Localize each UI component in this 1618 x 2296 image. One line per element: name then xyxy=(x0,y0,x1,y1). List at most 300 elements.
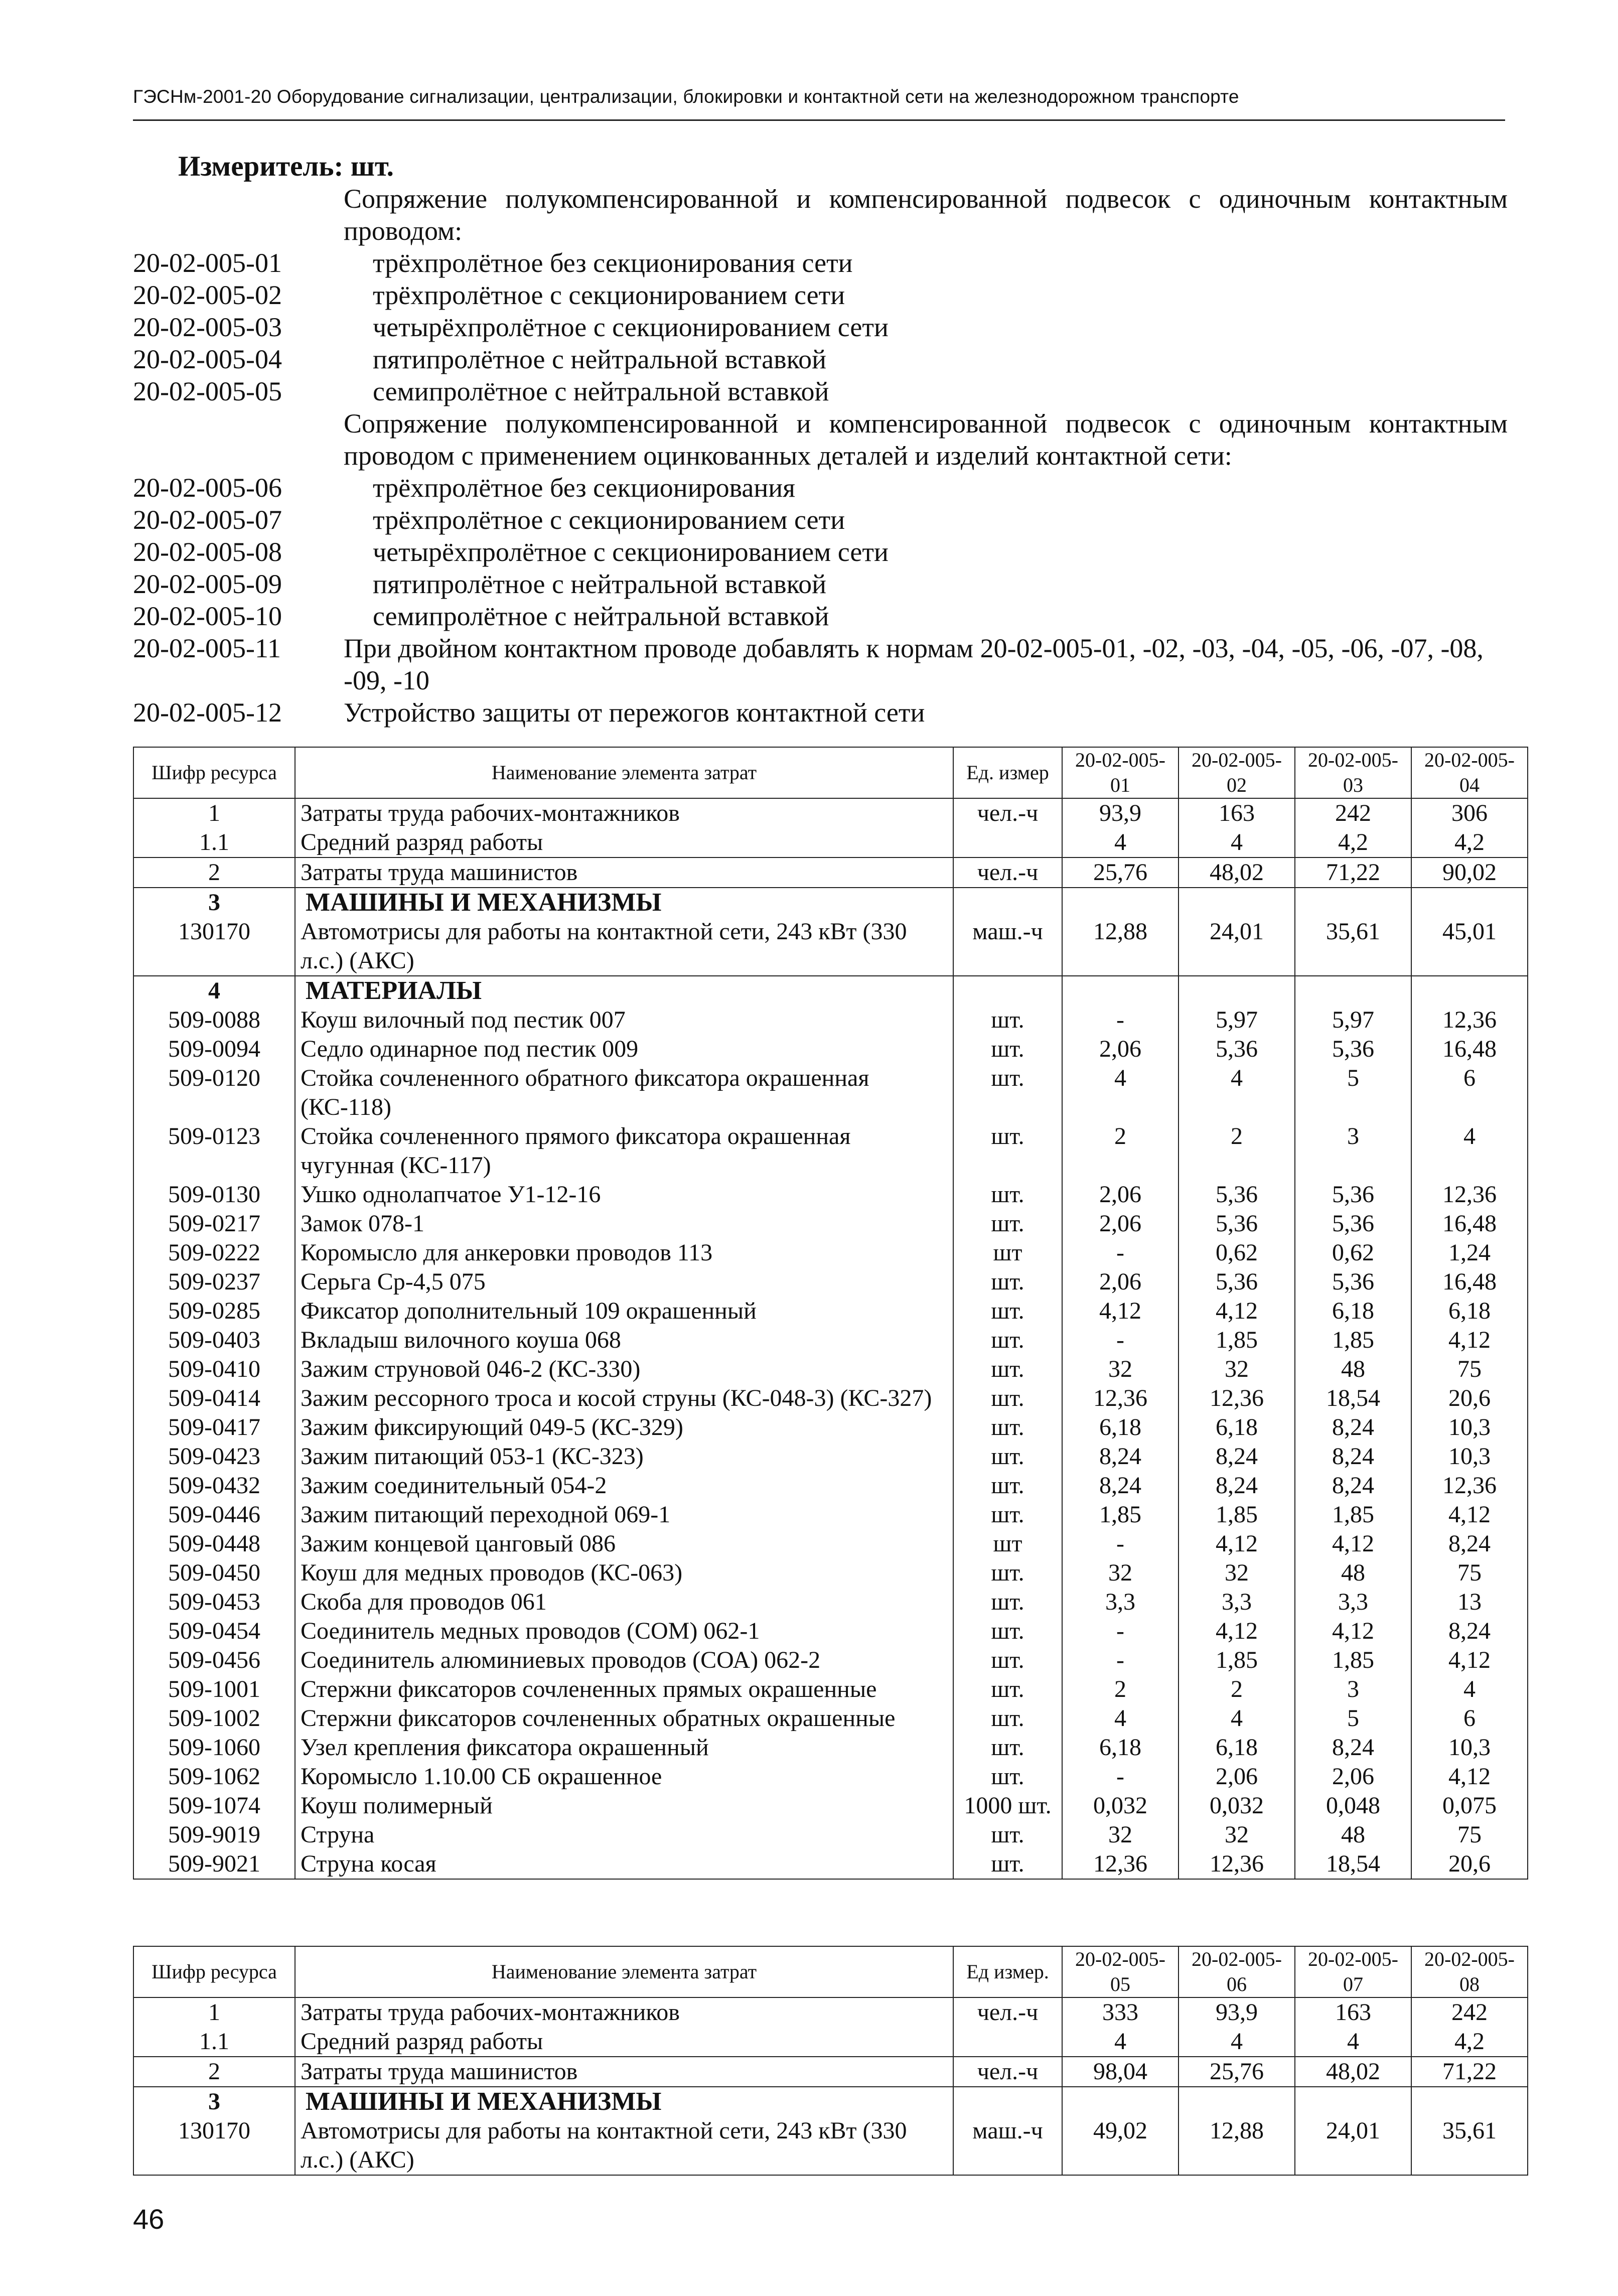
norm-value: 12,36 xyxy=(1062,1384,1179,1413)
norm-value: 75 xyxy=(1411,1820,1528,1849)
cost-element-name: Зажим концевой цанговый 086 xyxy=(295,1529,953,1558)
column-header: 20-02-005-07 xyxy=(1295,1946,1411,1997)
table-row xyxy=(133,2027,1528,2057)
cost-element-name: Затраты труда машинистов xyxy=(295,857,953,888)
norm-value: - xyxy=(1062,1238,1179,1267)
section-row xyxy=(133,2087,1528,2116)
norm-value: 13 xyxy=(1411,1588,1528,1617)
table-row xyxy=(133,1035,1528,1064)
norm-value: 35,61 xyxy=(1411,2116,1528,2175)
column-header: 20-02-005-04 xyxy=(1411,747,1528,798)
norm-value: 242 xyxy=(1295,798,1411,828)
norm-value: 4 xyxy=(1179,828,1295,857)
intro-line xyxy=(133,472,1508,504)
norm-value: - xyxy=(1062,1762,1179,1791)
intro-line xyxy=(133,311,1508,343)
unit: шт. xyxy=(953,1646,1062,1675)
norm-code: 20-02-005-05 xyxy=(133,376,282,406)
unit: шт. xyxy=(953,1849,1062,1879)
cost-element-name: МАШИНЫ И МЕХАНИЗМЫ xyxy=(295,2087,953,2116)
unit xyxy=(953,828,1062,857)
table-row xyxy=(133,1529,1528,1558)
norm-value xyxy=(1179,888,1295,917)
norm-code: 20-02-005-12 xyxy=(133,697,282,728)
resource-code: 2 xyxy=(133,2057,295,2087)
resource-code: 509-0237 xyxy=(133,1267,295,1297)
cost-element-name: Замок 078-1 xyxy=(295,1209,953,1238)
intro-line xyxy=(133,600,1508,632)
intro-line xyxy=(133,407,1508,472)
table-row xyxy=(133,1267,1528,1297)
norm-value: 32 xyxy=(1062,1355,1179,1384)
norm-value: 306 xyxy=(1411,798,1528,828)
cost-element-name: Коуш вилочный под пестик 007 xyxy=(295,1006,953,1035)
norm-value: - xyxy=(1062,1326,1179,1355)
norm-value: 2,06 xyxy=(1062,1035,1179,1064)
norm-value xyxy=(1062,976,1179,1006)
unit: шт. xyxy=(953,1209,1062,1238)
norm-value: - xyxy=(1062,1529,1179,1558)
table-row xyxy=(133,1762,1528,1791)
cost-element-name: Зажим струновой 046-2 (КС-330) xyxy=(295,1355,953,1384)
norm-value: - xyxy=(1062,1646,1179,1675)
norm-value: 3 xyxy=(1295,1122,1411,1180)
norm-value: 6,18 xyxy=(1411,1297,1528,1326)
norm-description: трёхпролётное без секционирования сети xyxy=(373,248,853,278)
table-row xyxy=(133,1558,1528,1588)
norm-value xyxy=(1179,976,1295,1006)
cost-element-name: Средний разряд работы xyxy=(295,2027,953,2057)
norm-value: 1,85 xyxy=(1179,1500,1295,1529)
table-body xyxy=(133,798,1528,1879)
norm-value: 8,24 xyxy=(1062,1471,1179,1500)
norm-description: четырёхпролётное с секционированием сети xyxy=(373,537,889,567)
norm-value: 12,36 xyxy=(1062,1849,1179,1879)
table-row xyxy=(133,917,1528,976)
norm-description: семипролётное с нейтральной вставкой xyxy=(373,376,829,406)
norm-value: 0,62 xyxy=(1295,1238,1411,1267)
intro-line xyxy=(133,632,1508,696)
norm-value: 4 xyxy=(1062,828,1179,857)
unit: шт. xyxy=(953,1297,1062,1326)
norm-description: четырёхпролётное с секционированием сети xyxy=(373,312,889,342)
column-header: 20-02-005-05 xyxy=(1062,1946,1179,1997)
norm-description: трёхпролётное с секционированием сети xyxy=(373,505,845,535)
unit: маш.-ч xyxy=(953,917,1062,976)
norm-value: 4 xyxy=(1062,1704,1179,1733)
cost-element-name: Стержни фиксаторов сочлененных прямых окрашенные xyxy=(295,1675,953,1704)
cost-element-name: Седло одинарное под пестик 009 xyxy=(295,1035,953,1064)
table-row xyxy=(133,1326,1528,1355)
unit: шт. xyxy=(953,1820,1062,1849)
table-row xyxy=(133,1471,1528,1500)
norm-value: 20,6 xyxy=(1411,1849,1528,1879)
norm-value: 8,24 xyxy=(1411,1529,1528,1558)
norm-value: 90,02 xyxy=(1411,857,1528,888)
cost-element-name: МАШИНЫ И МЕХАНИЗМЫ xyxy=(295,888,953,917)
intro-line xyxy=(133,279,1508,311)
resource-code: 509-0454 xyxy=(133,1617,295,1646)
unit: шт. xyxy=(953,1064,1062,1122)
resource-code: 509-0088 xyxy=(133,1006,295,1035)
norm-value: 2 xyxy=(1179,1675,1295,1704)
norm-value: 48 xyxy=(1295,1820,1411,1849)
norm-value: 8,24 xyxy=(1295,1471,1411,1500)
norm-value xyxy=(1062,2087,1179,2116)
unit: 1000 шт. xyxy=(953,1791,1062,1820)
table-row xyxy=(133,1820,1528,1849)
resource-code: 509-0094 xyxy=(133,1035,295,1064)
table-row xyxy=(133,1384,1528,1413)
norm-value: 4 xyxy=(1411,1675,1528,1704)
resource-code: 509-0123 xyxy=(133,1122,295,1180)
norm-value: 5,36 xyxy=(1295,1035,1411,1064)
norm-value: 0,032 xyxy=(1062,1791,1179,1820)
unit xyxy=(953,2087,1062,2116)
intro-line xyxy=(133,696,1508,729)
norm-description: трёхпролётное с секционированием сети xyxy=(373,280,845,310)
intro-line xyxy=(133,568,1508,600)
cost-element-name: Зажим фиксирующий 049-5 (КС-329) xyxy=(295,1413,953,1442)
resource-code: 509-0453 xyxy=(133,1588,295,1617)
resource-code: 1 xyxy=(133,1997,295,2027)
norm-value: 8,24 xyxy=(1179,1471,1295,1500)
norm-value: 2,06 xyxy=(1062,1180,1179,1209)
table-row xyxy=(133,2116,1528,2175)
resource-code: 3 xyxy=(133,2087,295,2116)
table-row xyxy=(133,1704,1528,1733)
norm-value: 8,24 xyxy=(1411,1617,1528,1646)
norm-value: 10,3 xyxy=(1411,1442,1528,1471)
norm-value xyxy=(1411,2087,1528,2116)
resource-code: 1 xyxy=(133,798,295,828)
norm-code: 20-02-005-07 xyxy=(133,505,282,535)
measurer-label: Измеритель: xyxy=(178,151,344,182)
unit: шт. xyxy=(953,1413,1062,1442)
resource-code: 509-0414 xyxy=(133,1384,295,1413)
norm-value: 4,2 xyxy=(1295,828,1411,857)
table-row xyxy=(133,1413,1528,1442)
column-header: Ед измер. xyxy=(953,1946,1062,1997)
norm-value: 71,22 xyxy=(1295,857,1411,888)
norm-value: 10,3 xyxy=(1411,1413,1528,1442)
norm-value: 2,06 xyxy=(1179,1762,1295,1791)
norm-value: 8,24 xyxy=(1179,1442,1295,1471)
norm-value: 48 xyxy=(1295,1355,1411,1384)
norm-value: 25,76 xyxy=(1179,2057,1295,2087)
table-row xyxy=(133,1209,1528,1238)
header-rule xyxy=(133,119,1505,121)
cost-element-name: Вкладыш вилочного коуша 068 xyxy=(295,1326,953,1355)
cost-element-name: Зажим рессорного троса и косой струны (КС-048-3) (КС-327) xyxy=(295,1384,953,1413)
cost-element-name: Струна xyxy=(295,1820,953,1849)
resource-code: 509-0450 xyxy=(133,1558,295,1588)
resource-code: 509-9021 xyxy=(133,1849,295,1879)
cost-element-name: Коромысло 1.10.00 СБ окрашенное xyxy=(295,1762,953,1791)
cost-element-name: Узел крепления фиксатора окрашенный xyxy=(295,1733,953,1762)
table-row xyxy=(133,1238,1528,1267)
norm-description: семипролётное с нейтральной вставкой xyxy=(373,601,829,631)
table-row xyxy=(133,1500,1528,1529)
resource-code: 509-0410 xyxy=(133,1355,295,1384)
resource-code: 509-0403 xyxy=(133,1326,295,1355)
unit: шт. xyxy=(953,1326,1062,1355)
norm-code: 20-02-005-10 xyxy=(133,601,282,631)
resource-code: 509-1062 xyxy=(133,1762,295,1791)
norm-value: 1,85 xyxy=(1179,1646,1295,1675)
table-row xyxy=(133,1791,1528,1820)
unit: шт. xyxy=(953,1500,1062,1529)
norm-description: трёхпролётное без секционирования xyxy=(373,473,795,503)
unit: шт xyxy=(953,1238,1062,1267)
table-body xyxy=(133,1997,1528,2175)
resource-code: 509-0446 xyxy=(133,1500,295,1529)
norm-value xyxy=(1411,888,1528,917)
norm-value: 0,032 xyxy=(1179,1791,1295,1820)
table-row xyxy=(133,1122,1528,1180)
page-header: ГЭСНм-2001-20 Оборудование сигнализации, централизации, блокировки и контактной сети на железнодорожном транспорте xyxy=(133,86,1239,107)
column-header: Наименование элемента затрат xyxy=(295,1946,953,1997)
norm-value: 242 xyxy=(1411,1997,1528,2027)
norm-description: пятипролётное с нейтральной вставкой xyxy=(373,344,827,374)
norm-value: 12,36 xyxy=(1411,1471,1528,1500)
norm-value: 71,22 xyxy=(1411,2057,1528,2087)
norm-value: 2,06 xyxy=(1062,1267,1179,1297)
norm-description: Устройство защиты от пережогов контактной сети xyxy=(344,697,925,728)
norm-code: 20-02-005-03 xyxy=(133,312,282,342)
norm-value: 93,9 xyxy=(1062,798,1179,828)
norm-description: Сопряжение полукомпенсированной и компенсированной подвесок с одиночным контактным проводом: xyxy=(344,184,1508,246)
norm-code: 20-02-005-04 xyxy=(133,344,282,374)
resource-code: 3 xyxy=(133,888,295,917)
norm-value: 3 xyxy=(1295,1675,1411,1704)
resource-code: 2 xyxy=(133,857,295,888)
norm-code: 20-02-005-08 xyxy=(133,537,282,567)
unit: шт. xyxy=(953,1762,1062,1791)
table-row xyxy=(133,1006,1528,1035)
norm-value: 4,12 xyxy=(1179,1617,1295,1646)
column-header: Наименование элемента затрат xyxy=(295,747,953,798)
norm-value: 16,48 xyxy=(1411,1267,1528,1297)
cost-element-name: Соединитель алюминиевых проводов (СОА) 062-2 xyxy=(295,1646,953,1675)
norm-value: 333 xyxy=(1062,1997,1179,2027)
norm-value: 0,075 xyxy=(1411,1791,1528,1820)
norm-value: 49,02 xyxy=(1062,2116,1179,2175)
norm-value: 5,97 xyxy=(1295,1006,1411,1035)
cost-element-name: Серьга Ср-4,5 075 xyxy=(295,1267,953,1297)
resource-code: 1.1 xyxy=(133,828,295,857)
norm-value: 2,06 xyxy=(1295,1762,1411,1791)
norm-value: 24,01 xyxy=(1179,917,1295,976)
cost-element-name: Стойка сочлененного обратного фиксатора окрашенная (КС-118) xyxy=(295,1064,953,1122)
unit: шт. xyxy=(953,1442,1062,1471)
cost-element-name: Коуш полимерный xyxy=(295,1791,953,1820)
norm-value: 1,85 xyxy=(1295,1326,1411,1355)
norm-value: 4 xyxy=(1179,1704,1295,1733)
norm-value: 5,36 xyxy=(1179,1267,1295,1297)
unit: шт. xyxy=(953,1558,1062,1588)
norm-value: 163 xyxy=(1295,1997,1411,2027)
intro-line xyxy=(133,504,1508,536)
norm-value: 12,36 xyxy=(1179,1849,1295,1879)
norm-description: При двойном контактном проводе добавлять к нормам 20-02-005-01, -02, -03, -04, -05, -06, -07, -08, -09, -10 xyxy=(344,633,1484,695)
norm-value: 3,3 xyxy=(1295,1588,1411,1617)
norm-description: Сопряжение полукомпенсированной и компенсированной подвесок с одиночным контактным проводом с применением оцинкованных деталей и изделий контактной сети: xyxy=(344,408,1508,471)
resource-code: 1.1 xyxy=(133,2027,295,2057)
section-row xyxy=(133,976,1528,1006)
norm-value: 75 xyxy=(1411,1355,1528,1384)
norm-value: 4,12 xyxy=(1295,1529,1411,1558)
resource-code: 509-0217 xyxy=(133,1209,295,1238)
norm-value: 48,02 xyxy=(1179,857,1295,888)
unit: шт. xyxy=(953,1180,1062,1209)
unit xyxy=(953,976,1062,1006)
norm-value: 2 xyxy=(1179,1122,1295,1180)
norm-value: 4 xyxy=(1179,2027,1295,2057)
resource-code: 509-0130 xyxy=(133,1180,295,1209)
cost-element-name: Коромысло для анкеровки проводов 113 xyxy=(295,1238,953,1267)
resource-code: 509-0285 xyxy=(133,1297,295,1326)
norm-value: 98,04 xyxy=(1062,2057,1179,2087)
cost-element-name: Затраты труда рабочих-монтажников xyxy=(295,1997,953,2027)
norm-value: 1,24 xyxy=(1411,1238,1528,1267)
unit xyxy=(953,2027,1062,2057)
unit: шт. xyxy=(953,1355,1062,1384)
norm-value: 4,12 xyxy=(1411,1326,1528,1355)
norm-value: 48,02 xyxy=(1295,2057,1411,2087)
table-row xyxy=(133,1617,1528,1646)
norm-code xyxy=(133,183,344,247)
norm-value: 4 xyxy=(1295,2027,1411,2057)
norm-value: 6,18 xyxy=(1179,1413,1295,1442)
norm-value: 8,24 xyxy=(1295,1733,1411,1762)
norm-value: 5 xyxy=(1295,1704,1411,1733)
norm-value: 1,85 xyxy=(1295,1500,1411,1529)
unit: чел.-ч xyxy=(953,2057,1062,2087)
norm-value: 12,88 xyxy=(1062,917,1179,976)
cost-element-name: Соединитель медных проводов (СОМ) 062-1 xyxy=(295,1617,953,1646)
unit xyxy=(953,888,1062,917)
unit: шт xyxy=(953,1529,1062,1558)
unit: шт. xyxy=(953,1733,1062,1762)
cost-element-name: Затраты труда рабочих-монтажников xyxy=(295,798,953,828)
norm-value: 163 xyxy=(1179,798,1295,828)
norm-value: 45,01 xyxy=(1411,917,1528,976)
norm-value: 18,54 xyxy=(1295,1384,1411,1413)
norm-value: 3,3 xyxy=(1062,1588,1179,1617)
norm-code xyxy=(133,407,344,472)
norm-value: 6,18 xyxy=(1179,1733,1295,1762)
section-row xyxy=(133,888,1528,917)
unit: маш.-ч xyxy=(953,2116,1062,2175)
resource-code: 509-0448 xyxy=(133,1529,295,1558)
norm-value: - xyxy=(1062,1617,1179,1646)
norm-value: 0,048 xyxy=(1295,1791,1411,1820)
norm-value xyxy=(1179,2087,1295,2116)
table-row xyxy=(133,1355,1528,1384)
norm-value: 2 xyxy=(1062,1122,1179,1180)
norm-value: 24,01 xyxy=(1295,2116,1411,2175)
intro-line xyxy=(133,247,1508,279)
norm-value: 5,36 xyxy=(1179,1209,1295,1238)
norm-value: 25,76 xyxy=(1062,857,1179,888)
unit: шт. xyxy=(953,1384,1062,1413)
table-row xyxy=(133,828,1528,857)
unit: шт. xyxy=(953,1675,1062,1704)
norm-value: 5,36 xyxy=(1295,1180,1411,1209)
norm-code: 20-02-005-02 xyxy=(133,280,282,310)
norm-value: 4,12 xyxy=(1411,1762,1528,1791)
unit: шт. xyxy=(953,1617,1062,1646)
cost-element-name: МАТЕРИАЛЫ xyxy=(295,976,953,1006)
unit: шт. xyxy=(953,1471,1062,1500)
norm-value: 8,24 xyxy=(1062,1442,1179,1471)
unit: чел.-ч xyxy=(953,798,1062,828)
norm-value: 16,48 xyxy=(1411,1035,1528,1064)
norm-value: 4 xyxy=(1062,2027,1179,2057)
table-row xyxy=(133,798,1528,828)
norm-value: 4,12 xyxy=(1062,1297,1179,1326)
cost-element-name: Струна косая xyxy=(295,1849,953,1879)
resource-code: 509-0432 xyxy=(133,1471,295,1500)
cost-element-name: Стойка сочлененного прямого фиксатора окрашенная чугунная (КС-117) xyxy=(295,1122,953,1180)
resource-code: 509-1060 xyxy=(133,1733,295,1762)
norm-value: 4,2 xyxy=(1411,828,1528,857)
resource-code: 509-0120 xyxy=(133,1064,295,1122)
norm-value: 16,48 xyxy=(1411,1209,1528,1238)
norm-value: 4 xyxy=(1062,1064,1179,1122)
column-header: Ед. измер xyxy=(953,747,1062,798)
unit: шт. xyxy=(953,1035,1062,1064)
norm-value: 5,36 xyxy=(1295,1267,1411,1297)
table-row xyxy=(133,1675,1528,1704)
resource-code: 509-0222 xyxy=(133,1238,295,1267)
cost-element-name: Фиксатор дополнительный 109 окрашенный xyxy=(295,1297,953,1326)
norm-code: 20-02-005-11 xyxy=(133,633,281,663)
resource-code: 509-1001 xyxy=(133,1675,295,1704)
cost-element-name: Зажим питающий переходной 069-1 xyxy=(295,1500,953,1529)
resources-table-2 xyxy=(133,1946,1528,2176)
norm-value: 5,36 xyxy=(1295,1209,1411,1238)
norm-value: 12,88 xyxy=(1179,2116,1295,2175)
norm-value: 48 xyxy=(1295,1558,1411,1588)
intro-line xyxy=(133,375,1508,407)
norm-value: 32 xyxy=(1179,1820,1295,1849)
norm-value xyxy=(1062,888,1179,917)
norm-value: 5,97 xyxy=(1179,1006,1295,1035)
unit: чел.-ч xyxy=(953,857,1062,888)
norm-value: 4,12 xyxy=(1179,1297,1295,1326)
norm-value: 18,54 xyxy=(1295,1849,1411,1879)
table-row xyxy=(133,857,1528,888)
table-row xyxy=(133,1064,1528,1122)
unit: шт. xyxy=(953,1006,1062,1035)
resource-code: 509-1074 xyxy=(133,1791,295,1820)
page-number: 46 xyxy=(133,2203,165,2235)
resource-code: 509-0417 xyxy=(133,1413,295,1442)
cost-element-name: Средний разряд работы xyxy=(295,828,953,857)
norm-value: 4 xyxy=(1179,1064,1295,1122)
norm-value: - xyxy=(1062,1006,1179,1035)
table-row xyxy=(133,1297,1528,1326)
unit: шт. xyxy=(953,1267,1062,1297)
norm-value: 3,3 xyxy=(1179,1588,1295,1617)
norm-value: 20,6 xyxy=(1411,1384,1528,1413)
resource-code: 130170 xyxy=(133,2116,295,2175)
norm-code: 20-02-005-01 xyxy=(133,248,282,278)
norm-value xyxy=(1411,976,1528,1006)
norm-value xyxy=(1295,976,1411,1006)
